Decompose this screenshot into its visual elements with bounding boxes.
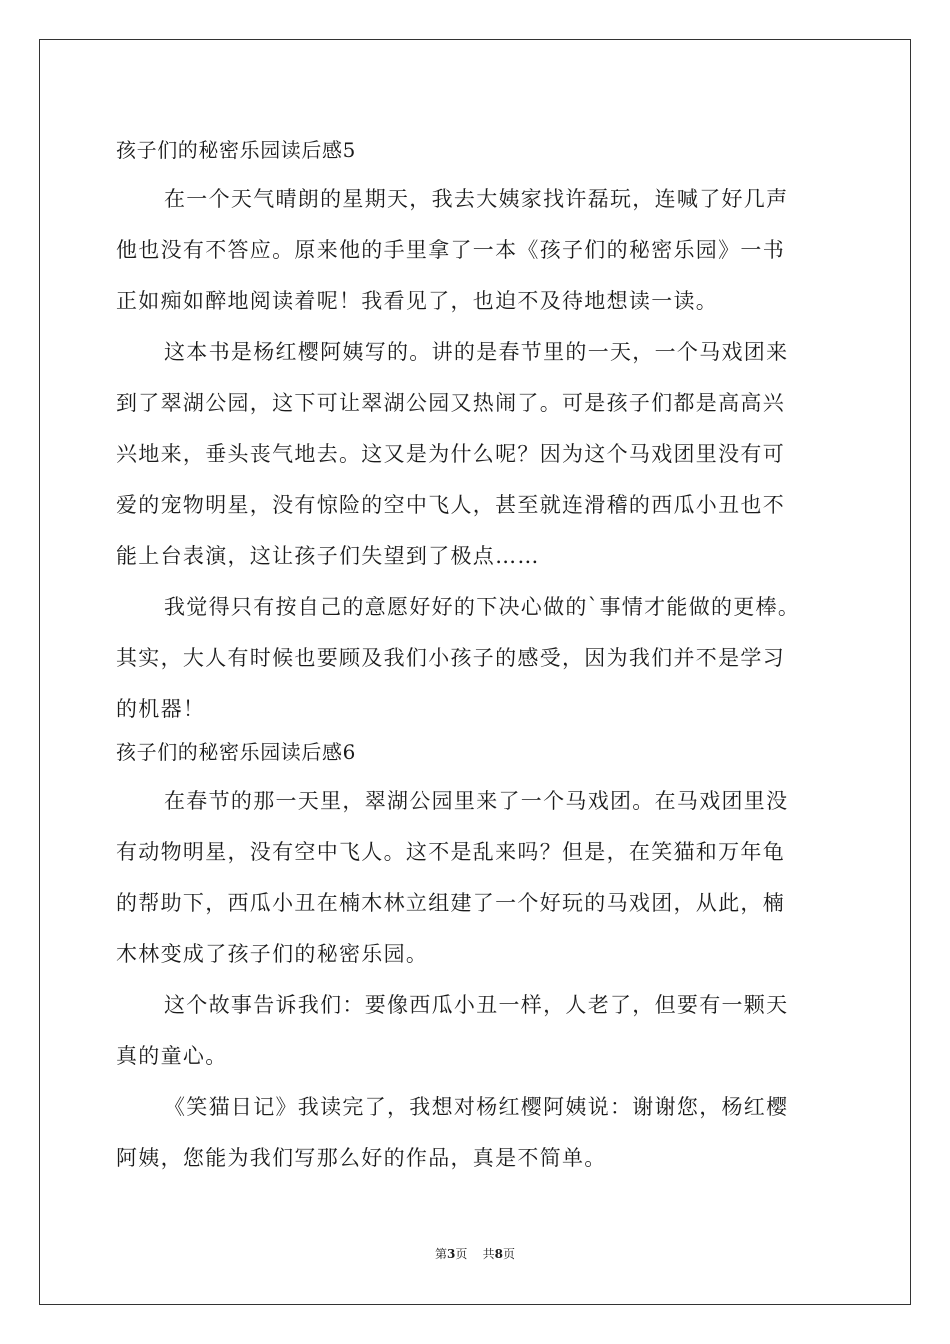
- paragraph-line: 的帮助下，西瓜小丑在楠木林立组建了一个好玩的马戏团，从此，楠: [116, 891, 785, 915]
- total-prefix: 共: [482, 1247, 495, 1261]
- section-heading: 孩子们的秘密乐园读后感5: [116, 138, 356, 162]
- page-suffix: 页: [455, 1247, 468, 1261]
- page-footer: [0, 1246, 950, 1262]
- paragraph-line: 能上台表演，这让孩子们失望到了极点……: [116, 544, 540, 568]
- paragraph-line: 正如痴如醉地阅读着呢！我看见了，也迫不及待地想读一读。: [116, 289, 719, 313]
- paragraph-line: 有动物明星，没有空中飞人。这不是乱来吗？但是，在笑猫和万年龟: [116, 840, 785, 864]
- paragraph-line: 在春节的那一天里，翠湖公园里来了一个马戏团。在马戏团里没: [164, 789, 789, 813]
- total-pages: 8: [494, 1247, 503, 1261]
- paragraph-line: 的机器！: [116, 697, 206, 721]
- paragraph-line: 木林变成了孩子们的秘密乐园。: [116, 942, 429, 966]
- total-suffix: 页: [503, 1247, 516, 1261]
- paragraph-line: 他也没有不答应。原来他的手里拿了一本《孩子们的秘密乐园》一书: [116, 238, 785, 262]
- paragraph-line: 爱的宠物明星，没有惊险的空中飞人，甚至就连滑稽的西瓜小丑也不: [116, 493, 785, 517]
- paragraph-line: 在一个天气晴朗的星期天，我去大姨家找许磊玩，连喊了好几声: [164, 187, 789, 211]
- paragraph-line: 《笑猫日记》我读完了，我想对杨红樱阿姨说：谢谢您，杨红樱: [164, 1095, 789, 1119]
- section-heading: 孩子们的秘密乐园读后感6: [116, 740, 356, 764]
- paragraph-line: 到了翠湖公园，这下可让翠湖公园又热闹了。可是孩子们都是高高兴: [116, 391, 785, 415]
- paragraph-line: 真的童心。: [116, 1044, 228, 1068]
- page-number: 3: [446, 1247, 456, 1261]
- page-prefix: 第: [434, 1247, 447, 1261]
- paragraph-line: 其实，大人有时候也要顾及我们小孩子的感受，因为我们并不是学习: [116, 646, 785, 670]
- paragraph-line: 兴地来，垂头丧气地去。这又是为什么呢？因为这个马戏团里没有可: [116, 442, 785, 466]
- paragraph-line: 这本书是杨红樱阿姨写的。讲的是春节里的一天，一个马戏团来: [164, 340, 789, 364]
- paragraph-line: 这个故事告诉我们：要像西瓜小丑一样，人老了，但要有一颗天: [164, 993, 789, 1017]
- paragraph-line: 我觉得只有按自己的意愿好好的下决心做的`事情才能做的更棒。: [164, 595, 801, 619]
- paragraph-line: 阿姨，您能为我们写那么好的作品，真是不简单。: [116, 1146, 607, 1170]
